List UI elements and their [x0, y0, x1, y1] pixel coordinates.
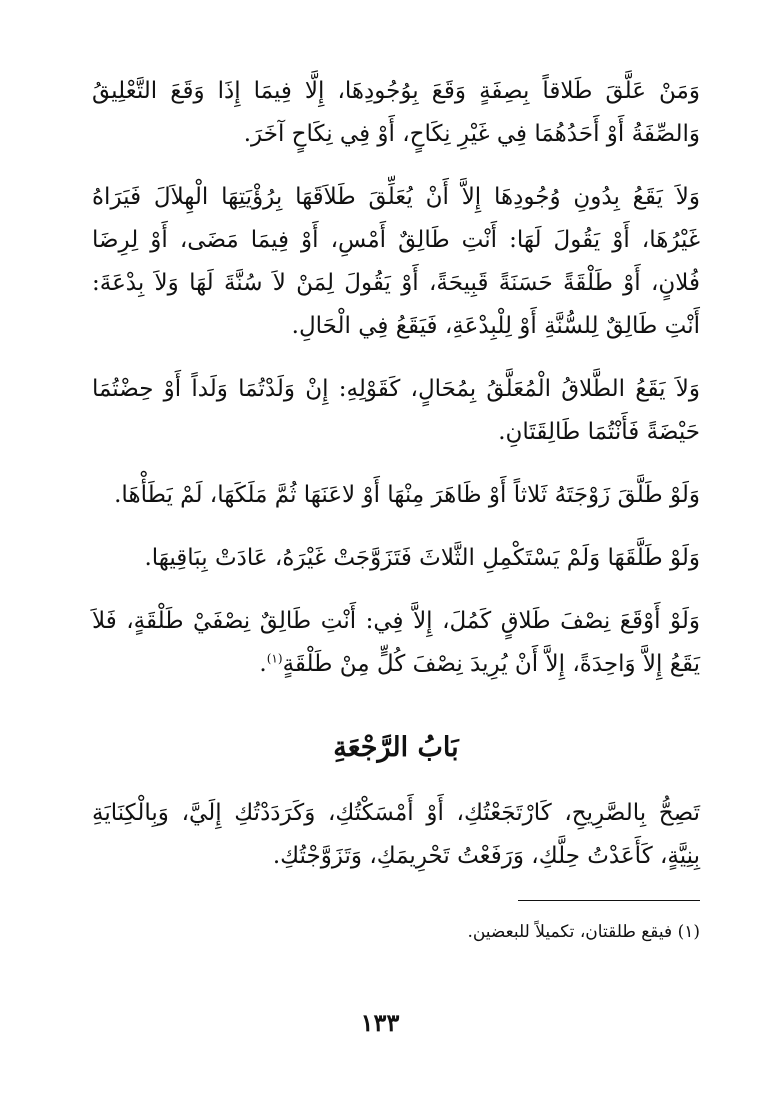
paragraph-half-divorce-text: وَلَوْ أَوْقَعَ نِصْفَ طَلاقٍ كَمُلَ، إِلاَّ فِي: أَنْتِ طَالِقٌ نِصْفَيْ طَلْقَةٍ، فَلاَ يَقَعُ إِلاَّ وَاحِدَةً، إِلاَّ أَنْ يُرِيدَ نِصْفَ كُلٍّ مِنْ طَلْقَةٍ — [92, 608, 700, 677]
footnote: (١) فيقع طلقتان، تكميلاً للبعضين. — [467, 922, 700, 942]
paragraph-remarriage: وَلَوْ طَلَّقَهَا وَلَمْ يَسْتَكْمِلِ الثَّلاثَ فَتَزَوَّجَتْ غَيْرَهُ، عَادَتْ بِبَاقِيهَا. — [144, 545, 700, 571]
footnote-divider — [518, 900, 700, 901]
chapter-heading: بَابُ الرَّجْعَةِ — [333, 732, 459, 763]
paragraph-triple-divorce: وَلَوْ طَلَّقَ زَوْجَتَهُ ثَلاثاً أَوْ ظَاهَرَ مِنْهَا أَوْ لاعَنَهَا ثُمَّ مَلَكَهَا، لَمْ يَطَأْهَا. — [114, 482, 700, 508]
paragraph-conditional-divorce: وَمَنْ عَلَّقَ طَلاقاً بِصِفَةٍ وَقَعَ بِوُجُودِهَا، إِلَّا فِيمَا إِذَا وَقَعَ التَّعْلِيقُ وَالصِّفَةُ أَوْ أَحَدُهُمَا فِي غَيْرِ نِكَاحٍ، أَوْ فِي نِكَاحٍ آخَرَ. — [92, 78, 700, 147]
paragraph-end-mark: . — [259, 651, 267, 677]
paragraph-raja: تَصِحُّ بِالصَّرِيحِ، كَارْتَجَعْتُكِ، أَوْ أَمْسَكْتُكِ، وَكَرَدَدْتُكِ إِلَيَّ، وَبِالْكِنَايَةِ بِنِيَّةٍ، كَأَعَدْتُ حِلَّكِ، وَرَفَعْتُ تَحْرِيمَكِ، وَتَزَوَّجْتُكِ. — [92, 800, 700, 869]
paragraph-exceptions: وَلاَ يَقَعُ بِدُونِ وُجُودِهَا إِلاَّ أَنْ يُعَلِّقَ طَلاَقَهَا بِرُؤْيَتِهَا الْهِلاَلَ فَيَرَاهُ غَيْرُهَا، أَوْ يَقُولَ لَهَا: أَنْتِ طَالِقٌ أَمْسِ، أَوْ فِيمَا مَضَى، أَوْ لِرِضَا فُلانٍ، أَوْ طَلْقَةً حَسَنَةً قَبِيحَةً، أَوْ يَقُولَ لِمَنْ لاَ سُنَّةَ لَهَا وَلاَ بِدْعَةَ: أَنْتِ طَالِقٌ لِلسُّنَّةِ أَوْ لِلْبِدْعَةِ، فَيَقَعُ فِي الْحَالِ. — [92, 184, 700, 339]
paragraph-half-divorce — [92, 600, 700, 686]
page-number: ١٣٣ — [360, 1008, 400, 1037]
footnote-marker: (١) — [266, 651, 283, 666]
page-content — [92, 70, 700, 963]
paragraph-impossible-condition: وَلاَ يَقَعُ الطَّلاقُ الْمُعَلَّقُ بِمُحَالٍ، كَقَوْلِهِ: إِنْ وَلَدْتُمَا وَلَداً أَوْ حِضْتُمَا حَيْضَةً فَأَنْتُمَا طَالِقَتَانِ. — [92, 376, 700, 445]
